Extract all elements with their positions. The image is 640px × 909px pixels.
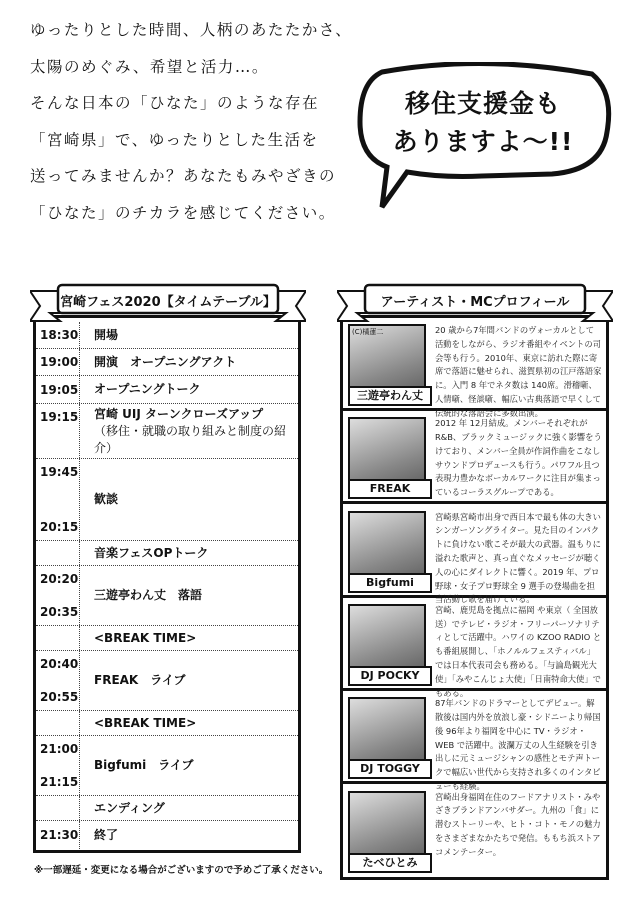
time-start: 21:00: [40, 742, 79, 756]
time-start: 19:45: [40, 465, 79, 479]
program-title: 音楽フェスOPトーク: [94, 545, 209, 560]
timetable-row: [36, 796, 298, 821]
program-title: 歓談: [94, 492, 119, 506]
profiles-title-ribbon: [337, 283, 613, 323]
artist-bio: 87年バンドのドラマーとしてデビュー。解散後は国内外を放浪し豪・シドニーより帰国後 96年より福岡を中心に TV・ラジオ・WEB で活躍中。波瀾万丈の人生経験を引き出しに元ミュージシャンの感性とモテ声トークで幅広い世代から支持され多くのインタビューも経験。: [435, 698, 601, 791]
profile-item: [343, 318, 606, 418]
time-cell: [36, 796, 80, 820]
speech-bubble: [352, 62, 614, 212]
time-cell: [36, 349, 80, 375]
timetable-row: [36, 459, 298, 541]
time-cell: [36, 626, 80, 650]
artist-name: FREAK: [348, 479, 432, 499]
program-cell: [94, 566, 294, 625]
time-start: 21:30: [40, 828, 79, 842]
time-end: 20:55: [40, 690, 79, 704]
program-cell: [94, 796, 294, 820]
time-start: 19:00: [40, 355, 79, 369]
intro-line: 送ってみませんか？あなたもみやざきの: [30, 167, 337, 185]
program-cell: [94, 626, 294, 650]
artist-bio: 宮崎、鹿児島を拠点に福岡 や東京（ 全国放送）でテレビ・ラジオ・フリーパーソナリティとして活躍中。ハワイの KZOO RADIO とも番組展開し、「ホノルルフェスティバル」では日本代表司会も務める。「与論島観光大使」「みやこんじょ大使」「日南特命大使」でもある。: [435, 604, 602, 698]
artist-name: Bigfumi: [348, 573, 432, 593]
intro-text: [30, 12, 352, 231]
program-title: <BREAK TIME>: [94, 715, 197, 730]
profile-item: [343, 598, 606, 698]
time-start: 19:05: [40, 382, 79, 397]
program-title: 開演 オープニングアクト: [94, 354, 237, 369]
time-cell: [36, 541, 80, 565]
artist-name: たべひとみ: [348, 853, 432, 873]
bubble-line-2: ありますよ～!!: [392, 127, 574, 156]
timetable-row: [36, 626, 298, 651]
profiles: [340, 315, 609, 880]
artist-photo: [348, 791, 426, 871]
timetable-row: [36, 566, 298, 626]
intro-line: ゆったりとした時間、人柄のあたたかさ、: [30, 21, 353, 39]
artist-photo: [348, 604, 426, 684]
time-cell: [36, 566, 80, 625]
program-cell: [94, 651, 294, 710]
timetable-row: [36, 736, 298, 796]
intro-line: 「宮崎県」で、ゆったりとした生活を: [30, 130, 319, 149]
timetable-row: [36, 541, 298, 566]
intro-line: 太陽のめぐみ、希望と活力…。: [30, 57, 269, 76]
program-subtitle: （移住・就職の取り組みと制度の紹介）: [94, 423, 287, 455]
time-start: 19:15: [40, 410, 79, 424]
program-title: Bigfumi ライブ: [94, 758, 194, 772]
intro-line: 「ひなた」のチカラを感じてください。: [30, 203, 336, 222]
program-title: エンディング: [94, 800, 165, 815]
timetable-row: [36, 349, 298, 376]
timetable-row: [36, 322, 298, 349]
time-cell: [36, 821, 80, 849]
timetable-row: [36, 651, 298, 711]
program-cell: [94, 821, 294, 849]
time-cell: [36, 711, 80, 735]
photo-credit: (C)橘蓮二: [352, 328, 384, 336]
timetable-row: [36, 404, 298, 459]
program-cell: [94, 376, 294, 403]
time-start: 18:30: [40, 328, 79, 342]
program-title: オープニングトーク: [94, 382, 201, 396]
artist-bio: 宮崎県宮崎市出身で西日本で最も体の大きいシンガーソングライター。見た目のインパクトに負けない歌こそが最大の武器。温もりに溢れた歌声と、真っ直ぐなメッセージが聴く人の心にダイレクトに響く。2019 年、プロ野球・女子プロ野球全 9 選手の登場曲を担当活動し歌を届けている。: [435, 511, 601, 605]
program-cell: [94, 711, 294, 735]
program-cell: [94, 541, 294, 565]
time-cell: [36, 736, 80, 795]
time-cell: [36, 376, 80, 403]
timetable: [33, 315, 301, 853]
time-end: 20:15: [40, 520, 79, 534]
program-cell: [94, 736, 294, 795]
time-cell: [36, 459, 80, 540]
artist-bio: 2012 年 12月結成。メンバーそれぞれが R&B、ブラックミュージックに強く影響をうけており、メンバー全員が作詞作曲をこなしサウンドプロデュースも行う。パワフル且つ表現力豊かなボーカルワークに注目が集まっているコーラスグループである。: [435, 418, 602, 498]
artist-name: DJ POCKY: [348, 666, 432, 686]
timetable-row: [36, 711, 298, 736]
program-title: FREAK ライブ: [94, 673, 186, 687]
program-title: 終了: [94, 827, 119, 842]
program-cell: [94, 459, 294, 540]
program-title: 宮崎 UIJ ターンクローズアップ: [94, 406, 264, 421]
artist-photo: [348, 511, 426, 591]
artist-bio: 宮崎出身福岡在住のフードアナリスト・みやざきブランドアンバサダー。九州の「食」に潜むストーリーや、ヒト・コト・モノの魅力をさまざまなかたちで発信。ももち浜ストアコメンテーター。: [435, 791, 601, 857]
time-end: 21:15: [40, 775, 79, 789]
time-start: 20:40: [40, 657, 79, 671]
artist-photo: [348, 417, 426, 497]
profiles-title: アーティスト・MCプロフィール: [380, 295, 570, 310]
program-cell: [94, 404, 294, 458]
bubble-line-1: 移住支援金も: [404, 89, 561, 118]
timetable-row: [36, 376, 298, 404]
timetable-note: ※一部遅延・変更になる場合がございますので予めご了承ください。: [34, 865, 329, 876]
time-end: 20:35: [40, 605, 79, 619]
time-cell: [36, 651, 80, 710]
program-title: 開場: [94, 327, 119, 342]
timetable-title: 宮崎フェス2020【タイムテーブル】: [60, 295, 276, 310]
artist-name: DJ TOGGY: [348, 759, 432, 779]
profile-item: [343, 411, 606, 504]
intro-line: そんな日本の「ひなた」のような存在: [30, 94, 320, 112]
artist-photo: [348, 324, 426, 404]
profile-item: [343, 691, 606, 791]
time-cell: [36, 322, 80, 348]
program-cell: [94, 322, 294, 348]
timetable-title-ribbon: [30, 283, 306, 323]
timetable-row: [36, 821, 298, 849]
program-cell: [94, 349, 294, 375]
time-cell: [36, 404, 80, 458]
artist-bio: 20 歳から7年間バンドのヴォーカルとして活動をしながら、ラジオ番組やイベントの司会等も行う。2010年、東京に訪れた際に寄席で落語に魅せられ、滋賀県初の江戸落語家に。入門 8 年でネタ数は 140席。滑稽噺、人情噺、怪談噺、幅広い古典落語で早くして伝統的な落語会に多数出演。: [435, 325, 602, 418]
profile-item: [343, 505, 606, 605]
program-title: 三遊亭わん丈 落語: [94, 588, 203, 602]
program-title: <BREAK TIME>: [94, 630, 197, 645]
profile-item: [343, 785, 606, 878]
artist-photo: [348, 697, 426, 777]
time-start: 20:20: [40, 572, 79, 586]
artist-name: 三遊亭わん丈: [348, 386, 432, 406]
